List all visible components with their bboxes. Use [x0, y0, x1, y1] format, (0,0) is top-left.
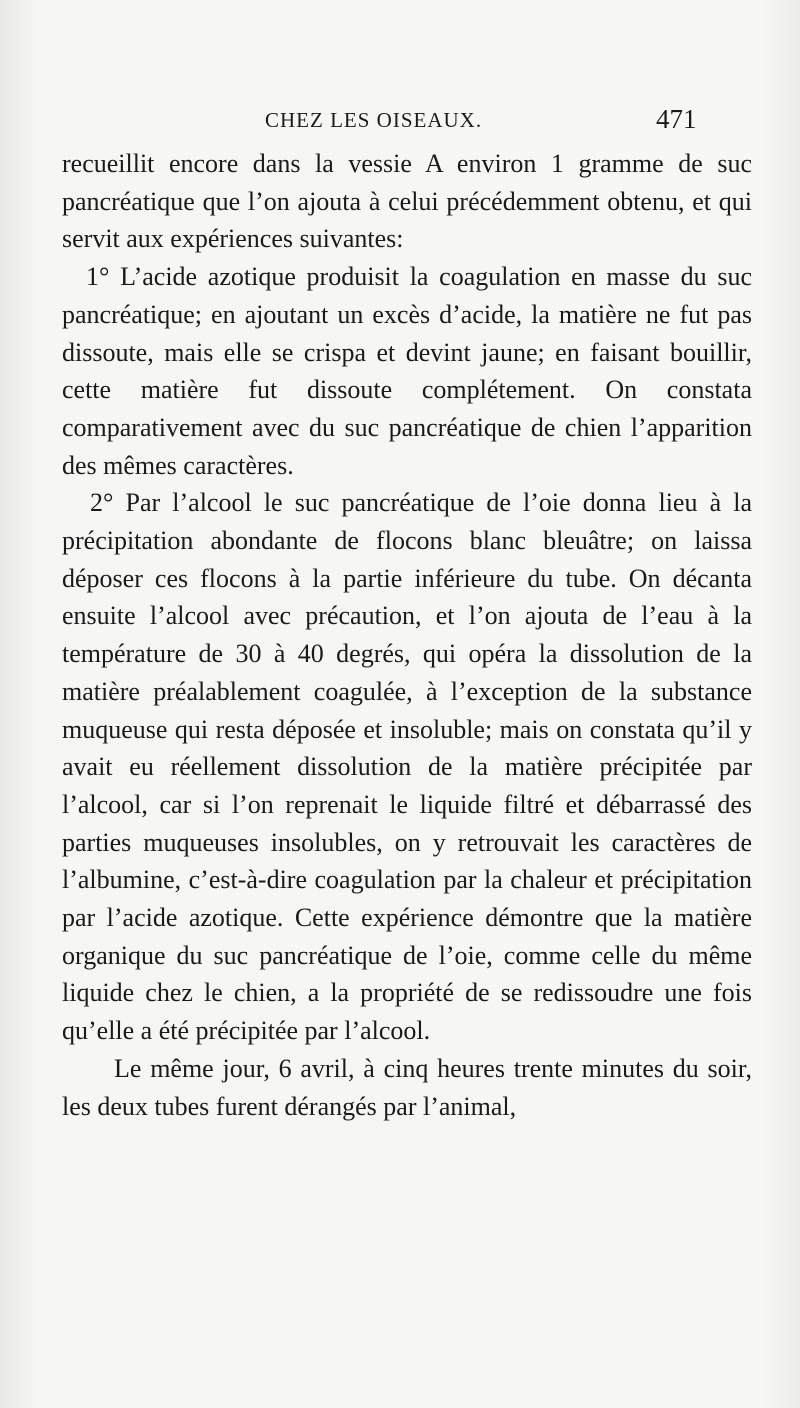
page-body	[62, 145, 752, 1125]
running-title: CHEZ LES OISEAUX.	[265, 108, 483, 132]
page-header	[0, 104, 800, 144]
page-number: 471	[656, 104, 697, 134]
paragraph-item-2: 2° Par l’alcool le suc pancréatique de l’oie donna lieu à la précipitation abondante de flocons blanc bleuâtre; on laissa déposer ces flocons à la partie inférieure du tube. On décanta ensuite l’alcool avec précaution, et l’on ajouta de l’eau à la température de 30 à 40 degrés, qui opéra la dissolution de la matière préalablement coagulée, à l’exception de la substance muqueuse qui resta déposée et insoluble; mais on constata qu’il y avait eu réellement dissolution de la matière précipitée par l’alcool, car si l’on reprenait le liquide filtré et débarrassé des parties muqueuses insolubles, on y retrouvait les caractères de l’albumine, c’est-à-dire coagulation par la chaleur et précipitation par l’acide azotique. Cette expérience démontre que la matière organique du suc pancréatique de l’oie, comme celle du même liquide chez le chien, a la propriété de se redissoudre une fois qu’elle a été précipitée par l’alcool.	[62, 488, 752, 1046]
paragraph-next: Le même jour, 6 avril, à cinq heures trente minutes du soir, les deux tubes furent dérangés par l’animal,	[62, 1053, 752, 1121]
paragraph-continuation: recueillit encore dans la vessie A environ 1 gramme de suc pancréatique que l’on ajouta à celui précédemment obtenu, et qui servit aux expériences suivantes:	[62, 149, 752, 254]
paragraph-item-1: 1° L’acide azotique produisit la coagulation en masse du suc pancréatique; en ajoutant un excès d’acide, la matière ne fut pas dissoute, mais elle se crispa et devint jaune; en faisant bouillir, cette matière fut dissoute complétement. On constata comparativement avec du suc pancréatique de chien l’apparition des mêmes caractères.	[62, 262, 752, 480]
